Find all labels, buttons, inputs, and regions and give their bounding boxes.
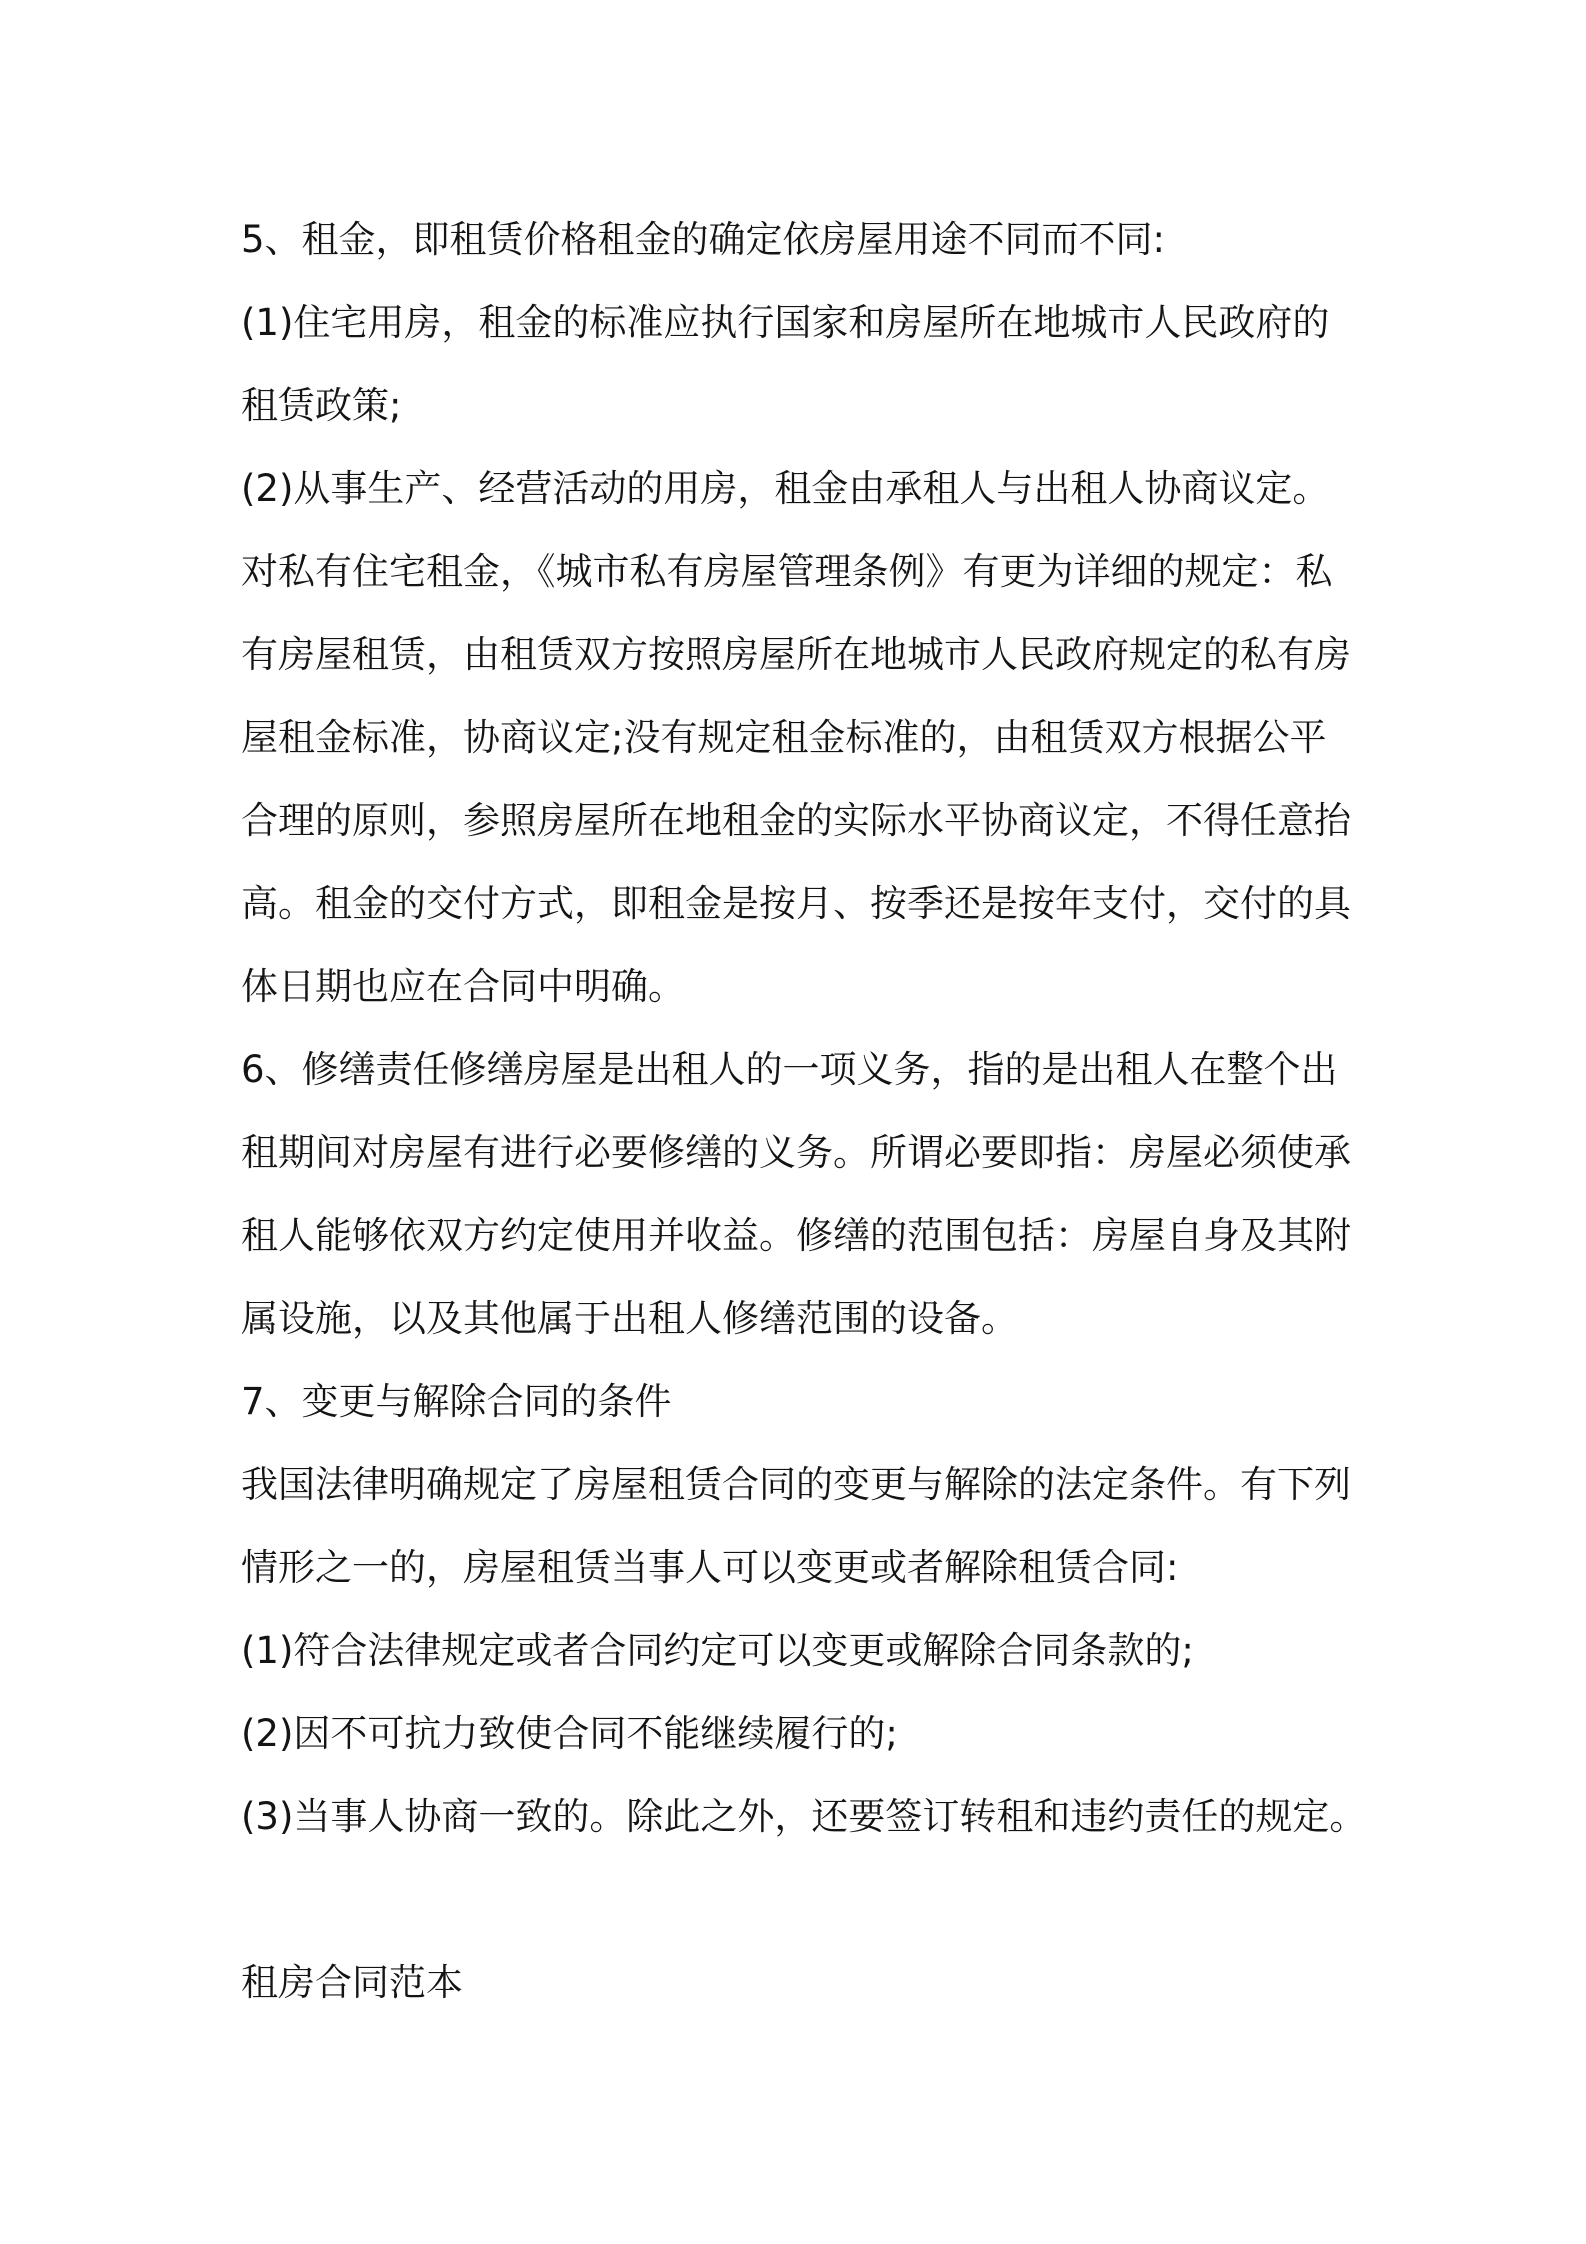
text-line: 体日期也应在合同中明确。 — [241, 965, 685, 1008]
text-line: (2)因不可抗力致使合同不能继续履行的; — [241, 1712, 898, 1755]
section-heading: 租房合同范本 — [241, 1961, 463, 2004]
text-line: 属设施，以及其他属于出租人修缮范围的设备。 — [241, 1297, 1018, 1340]
text-line: 租赁政策; — [241, 384, 402, 427]
text-line: 合理的原则，参照房屋所在地租金的实际水平协商议定，不得任意抬 — [241, 799, 1351, 842]
text-line: (1)符合法律规定或者合同约定可以变更或解除合同条款的; — [241, 1629, 1194, 1672]
text-line: 屋租金标准，协商议定;没有规定租金标准的，由租赁双方根据公平 — [241, 716, 1327, 759]
blank-line — [241, 1858, 1361, 1941]
text-line: 5、租金，即租赁价格租金的确定依房屋用途不同而不同: — [241, 218, 1166, 261]
text-line: (1)住宅用房，租金的标准应执行国家和房屋所在地城市人民政府的 — [241, 301, 1330, 344]
document-body — [241, 198, 1367, 2024]
text-line: (2)从事生产、经营活动的用房，租金由承租人与出租人协商议定。 — [241, 467, 1330, 510]
text-line: 租期间对房屋有进行必要修缮的义务。所谓必要即指：房屋必须使承 — [241, 1131, 1351, 1174]
text-line: 高。租金的交付方式，即租金是按月、按季还是按年支付，交付的具 — [241, 882, 1351, 925]
text-line: 我国法律明确规定了房屋租赁合同的变更与解除的法定条件。有下列 — [241, 1463, 1351, 1506]
text-line: 对私有住宅租金，《城市私有房屋管理条例》有更为详细的规定：私 — [241, 550, 1333, 593]
text-line: 租人能够依双方约定使用并收益。修缮的范围包括：房屋自身及其附 — [241, 1214, 1351, 1257]
text-line: (3)当事人协商一致的。除此之外，还要签订转租和违约责任的规定。 — [241, 1795, 1367, 1838]
text-line: 6、修缮责任修缮房屋是出租人的一项义务，指的是出租人在整个出 — [241, 1048, 1338, 1091]
text-line: 有房屋租赁，由租赁双方按照房屋所在地城市人民政府规定的私有房 — [241, 633, 1351, 676]
text-line: 7、变更与解除合同的条件 — [241, 1380, 672, 1423]
text-line: 情形之一的，房屋租赁当事人可以变更或者解除租赁合同: — [241, 1546, 1179, 1589]
